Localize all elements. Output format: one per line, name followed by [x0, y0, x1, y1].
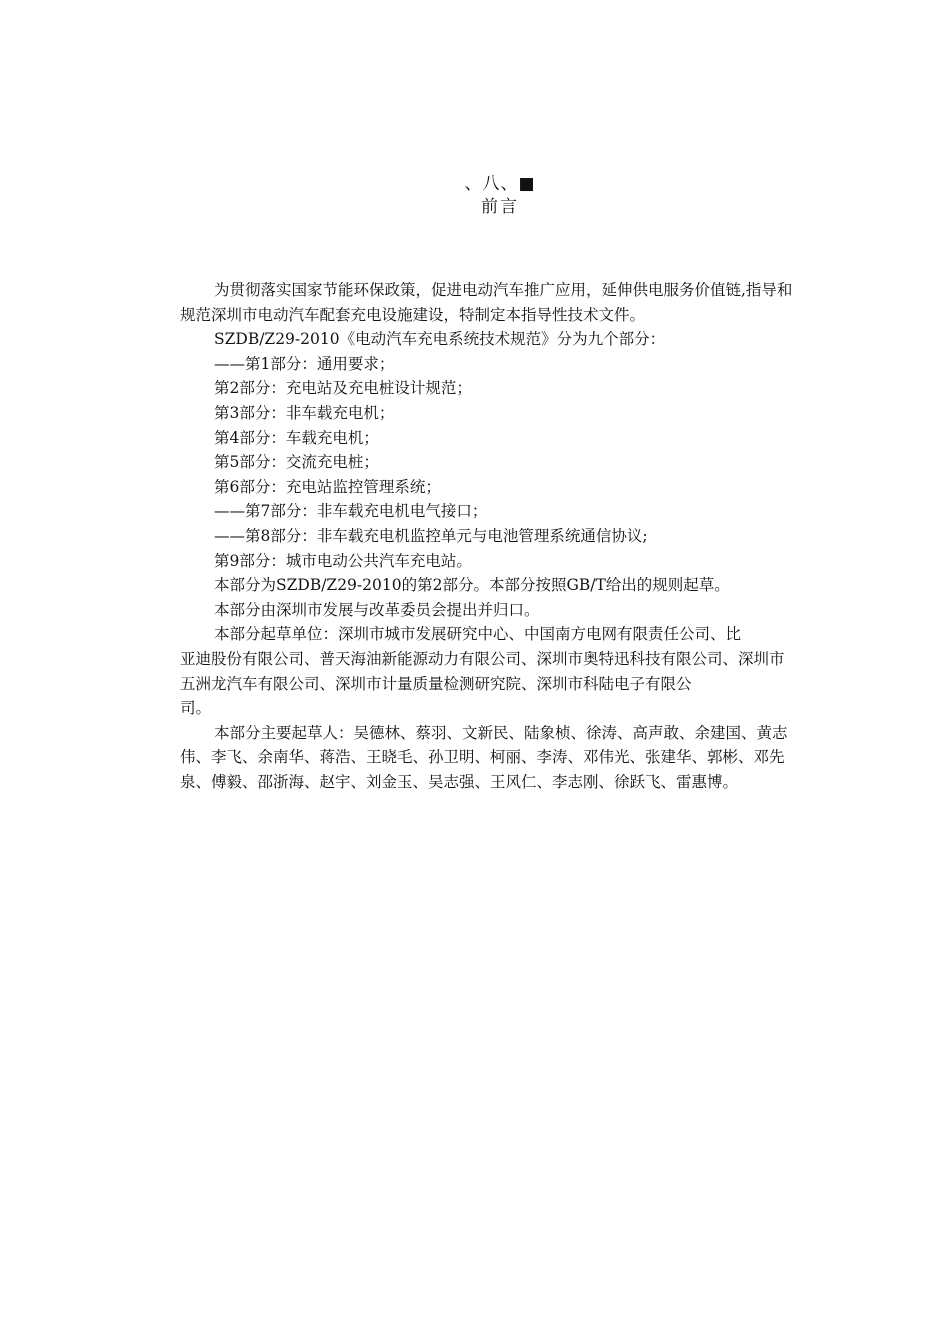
preface-line: 司。 [180, 699, 212, 718]
preface-line: ——第1部分：通用要求； [214, 354, 395, 373]
preface-line: 规范深圳市电动汽车配套充电设施建设，特制定本指导性技术文件。 [180, 305, 646, 324]
heading-mark: 、八、■ [464, 174, 536, 194]
page-title: 前言 [481, 197, 519, 217]
preface-line: SZDB/Z29-2010《电动汽车充电系统技术规范》分为九个部分： [214, 330, 666, 349]
preface-line: ——第8部分：非车载充电机监控单元与电池管理系统通信协议; [214, 526, 648, 545]
preface-line: 泉、傅毅、邵浙海、赵宇、刘金玉、吴志强、王风仁、李志刚、徐跃飞、雷惠博。 [180, 772, 739, 791]
preface-line: 第3部分：非车载充电机； [214, 403, 395, 422]
preface-line: 第2部分：充电站及充电桩设计规范； [214, 379, 472, 398]
preface-line: 第5部分：交流充电桩； [214, 453, 379, 472]
preface-line: 本部分为SZDB/Z29-2010的第2部分。本部分按照GB/T给出的规则起草。 [214, 576, 730, 595]
preface-line: 为贯彻落实国家节能环保政策，促进电动汽车推广应用，延伸供电服务价值链,指导和 [214, 281, 793, 299]
preface-line: 伟、李飞、余南华、蒋浩、王晓毛、孙卫明、柯丽、李涛、邓伟光、张建华、郭彬、邓先 [180, 748, 785, 767]
heading-block [0, 173, 950, 219]
preface-line: 本部分主要起草人：吴德林、蔡羽、文新民、陆象桢、徐涛、高声敢、余建国、黄志 [214, 723, 788, 742]
preface-line: 第4部分：车载充电机； [214, 428, 379, 447]
preface-line: 亚迪股份有限公司、普天海油新能源动力有限公司、深圳市奥特迅科技有限公司、深圳市 [180, 649, 785, 668]
preface-line: 本部分由深圳市发展与改革委员会提出并归口。 [214, 600, 540, 619]
preface-line: 本部分起草单位：深圳市城市发展研究中心、中国南方电网有限责任公司、比 [214, 625, 742, 644]
preface-body [180, 278, 860, 794]
preface-line: 第9部分：城市电动公共汽车充电站。 [214, 551, 472, 570]
preface-line: ——第7部分：非车载充电机电气接口； [214, 502, 488, 521]
preface-line: 第6部分：充电站监控管理系统； [214, 477, 441, 496]
preface-line: 五洲龙汽车有限公司、深圳市计量质量检测研究院、深圳市科陆电子有限公 [180, 674, 692, 693]
